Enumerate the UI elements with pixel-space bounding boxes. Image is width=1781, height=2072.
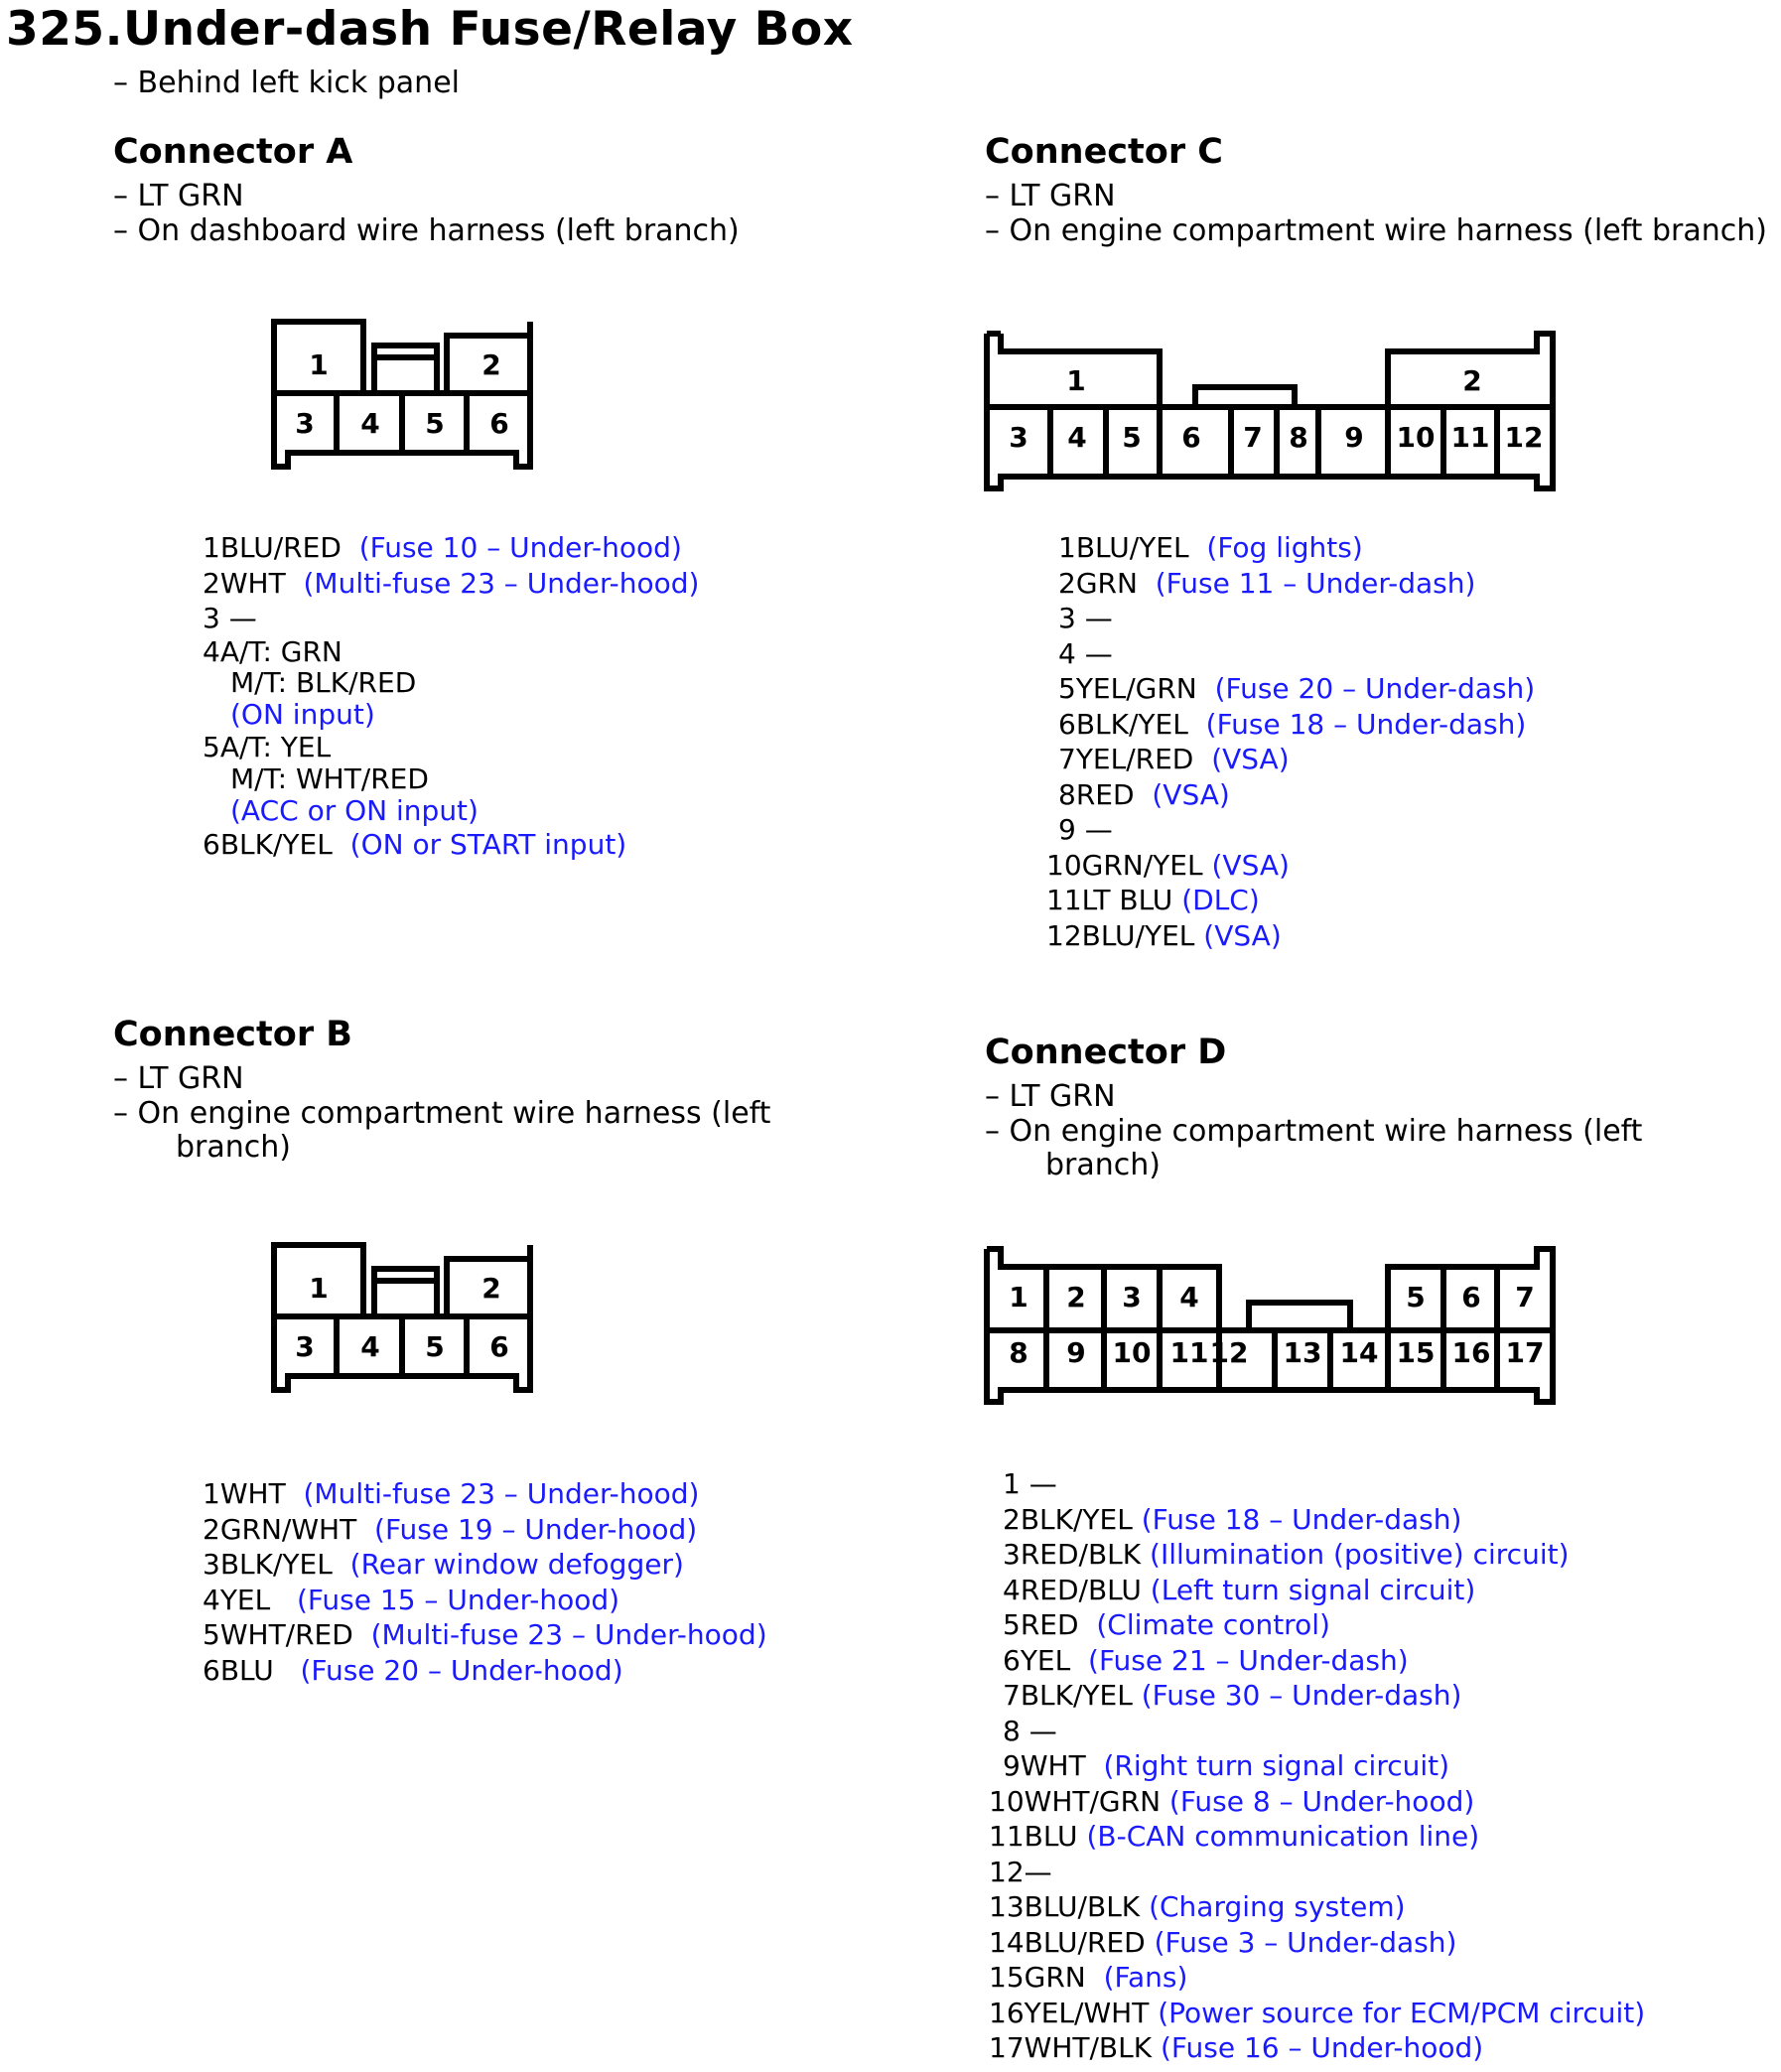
pin-label: 17 (1505, 1336, 1545, 1369)
pin-label: 5 (425, 1330, 445, 1363)
pin-row: 6BLK/YEL (Fuse 18 – Under-dash) (1058, 707, 1527, 741)
pin-row: 6YEL (Fuse 21 – Under-dash) (1003, 1643, 1409, 1677)
location-note: – Behind left kick panel (113, 66, 460, 100)
pin-row: 12BLU/YEL (VSA) (1046, 918, 1282, 952)
pin-label: 3 (1122, 1281, 1142, 1313)
pin-row: 2WHT (Multi-fuse 23 – Under-hood) (203, 566, 700, 600)
pin-row: 5YEL/GRN (Fuse 20 – Under-dash) (1058, 672, 1536, 705)
connector-c-diagram (981, 328, 1567, 496)
pin-label: 1 (309, 348, 329, 381)
pin-row: 6BLU (Fuse 20 – Under-hood) (203, 1653, 623, 1687)
pin-label: 12 (1504, 421, 1544, 454)
pin-row: 13BLU/BLK (Charging system) (989, 1890, 1406, 1923)
pin-row: 3 — (1058, 602, 1113, 634)
pin-row: 10WHT/GRN (Fuse 8 – Under-hood) (989, 1784, 1475, 1818)
pin-row: 9 — (1058, 813, 1113, 846)
connector-c-pin-list (1046, 530, 1536, 953)
connector-a-pin-list (203, 530, 699, 862)
connector-c-title: Connector C (985, 132, 1223, 172)
connector-d-color: – LT GRN (985, 1079, 1116, 1114)
pin-row: 11LT BLU (DLC) (1046, 884, 1260, 916)
pin-label: 13 (1283, 1336, 1322, 1369)
pin-label: 4 (1067, 421, 1087, 454)
pin-label: 3 (295, 1330, 315, 1363)
pin-label: 12 (1209, 1336, 1249, 1369)
connector-c-harness: – On engine compartment wire harness (left branch) (985, 213, 1767, 248)
pin-label: 6 (489, 1330, 509, 1363)
connector-c-color: – LT GRN (985, 179, 1116, 213)
pin-label: 10 (1396, 421, 1436, 454)
connector-a-color: – LT GRN (113, 179, 244, 213)
pin-label: 5 (1406, 1281, 1426, 1313)
pin-label: 1 (1066, 364, 1086, 397)
pin-label: 8 (1289, 421, 1308, 454)
pin-row: 16YEL/WHT (Power source for ECM/PCM circuit) (989, 1996, 1646, 2029)
pin-row: 17WHT/BLK (Fuse 16 – Under-hood) (989, 2031, 1484, 2064)
pin-label: 6 (1461, 1281, 1481, 1313)
pin-label: 5 (425, 407, 445, 440)
pin-row: 3BLK/YEL (Rear window defogger) (203, 1548, 684, 1581)
pin-row: 5WHT/RED (Multi-fuse 23 – Under-hood) (203, 1618, 767, 1651)
pin-label: 11 (1169, 1336, 1209, 1369)
connector-a-title: Connector A (113, 132, 353, 172)
pin-label: 16 (1451, 1336, 1491, 1369)
page-title: 325.Under-dash Fuse/Relay Box (6, 2, 854, 57)
pin-row: 4YEL (Fuse 15 – Under-hood) (203, 1583, 620, 1616)
connector-b-diagram (268, 1239, 542, 1398)
pin-label: 2 (481, 1272, 501, 1305)
pin-label: 11 (1450, 421, 1490, 454)
pin-label: 4 (360, 407, 380, 440)
pin-label: 2 (1066, 1281, 1086, 1313)
pin-row: 3 — (203, 602, 257, 634)
pin-label: 2 (1462, 364, 1482, 397)
pin-row: 3RED/BLK (Illumination (positive) circuit) (1003, 1538, 1570, 1571)
pin-row: 9WHT (Right turn signal circuit) (1003, 1749, 1450, 1782)
pin-label: 7 (1515, 1281, 1535, 1313)
pin-row: 8 — (1003, 1714, 1057, 1747)
connector-d-pin-list (989, 1466, 1646, 2066)
pin-row: 2BLK/YEL (Fuse 18 – Under-dash) (1003, 1502, 1462, 1536)
pin-row: 10GRN/YEL (VSA) (1046, 848, 1290, 882)
connector-b-title: Connector B (113, 1015, 352, 1054)
pin-row: 8RED (VSA) (1058, 777, 1230, 811)
pin-row: 1BLU/YEL (Fog lights) (1058, 531, 1363, 564)
pin-row: 1BLU/RED (Fuse 10 – Under-hood) (203, 531, 682, 564)
pin-label: 4 (1179, 1281, 1199, 1313)
pin-label: 1 (309, 1272, 329, 1305)
pin-row: 6BLK/YEL (ON or START input) (203, 827, 627, 861)
connector-b-color: – LT GRN (113, 1061, 244, 1096)
pin-row: 1WHT (Multi-fuse 23 – Under-hood) (203, 1477, 700, 1510)
pin-row-desc: (ACC or ON input) (230, 793, 479, 827)
pin-row: 14BLU/RED (Fuse 3 – Under-dash) (989, 1925, 1457, 1959)
pin-label: 3 (295, 407, 315, 440)
pin-row: 11BLU (B-CAN communication line) (989, 1820, 1480, 1853)
pin-row: 15GRN (Fans) (989, 1961, 1188, 1994)
pin-row: 7BLK/YEL (Fuse 30 – Under-dash) (1003, 1679, 1462, 1712)
pin-row-desc: (ON input) (230, 697, 375, 731)
pin-label: 10 (1112, 1336, 1152, 1369)
connector-d-harness: – On engine compartment wire harness (left (985, 1114, 1643, 1149)
pin-label: 9 (1344, 421, 1364, 454)
pin-label: 6 (489, 407, 509, 440)
pin-label: 15 (1396, 1336, 1436, 1369)
pin-row: 12— (989, 1855, 1052, 1888)
connector-b-pin-list (203, 1476, 767, 1688)
pin-row: 4RED/BLU (Left turn signal circuit) (1003, 1573, 1476, 1606)
pin-label: 14 (1339, 1336, 1379, 1369)
pin-label: 7 (1243, 421, 1263, 454)
connector-a-harness: – On dashboard wire harness (left branch) (113, 213, 740, 248)
pin-label: 2 (481, 348, 501, 381)
pin-row: 7YEL/RED (VSA) (1058, 743, 1290, 775)
pin-row: 2GRN (Fuse 11 – Under-dash) (1058, 566, 1476, 600)
connector-b-harness: – On engine compartment wire harness (left (113, 1096, 771, 1131)
pin-row: 1 — (1003, 1467, 1057, 1500)
connector-d-harness-cont: branch) (1045, 1148, 1161, 1182)
pin-row: 4 — (1058, 636, 1113, 670)
pin-label: 1 (1009, 1281, 1028, 1313)
connector-a-diagram (268, 316, 542, 475)
connector-d-diagram (981, 1243, 1567, 1412)
pin-label: 9 (1066, 1336, 1086, 1369)
pin-label: 4 (360, 1330, 380, 1363)
connector-d-title: Connector D (985, 1033, 1227, 1072)
pin-row: 5RED (Climate control) (1003, 1608, 1330, 1641)
pin-row: 5A/T: YEL (203, 730, 332, 763)
pin-row-extra: M/T: BLK/RED (230, 665, 417, 699)
pin-row: 4A/T: GRN (203, 634, 342, 668)
pin-label: 5 (1122, 421, 1142, 454)
pin-label: 3 (1009, 421, 1028, 454)
pin-label: 6 (1181, 421, 1201, 454)
pin-label: 8 (1009, 1336, 1028, 1369)
pin-row: 2GRN/WHT (Fuse 19 – Under-hood) (203, 1512, 698, 1546)
pin-row-extra: M/T: WHT/RED (230, 761, 429, 795)
connector-b-harness-cont: branch) (176, 1130, 291, 1165)
